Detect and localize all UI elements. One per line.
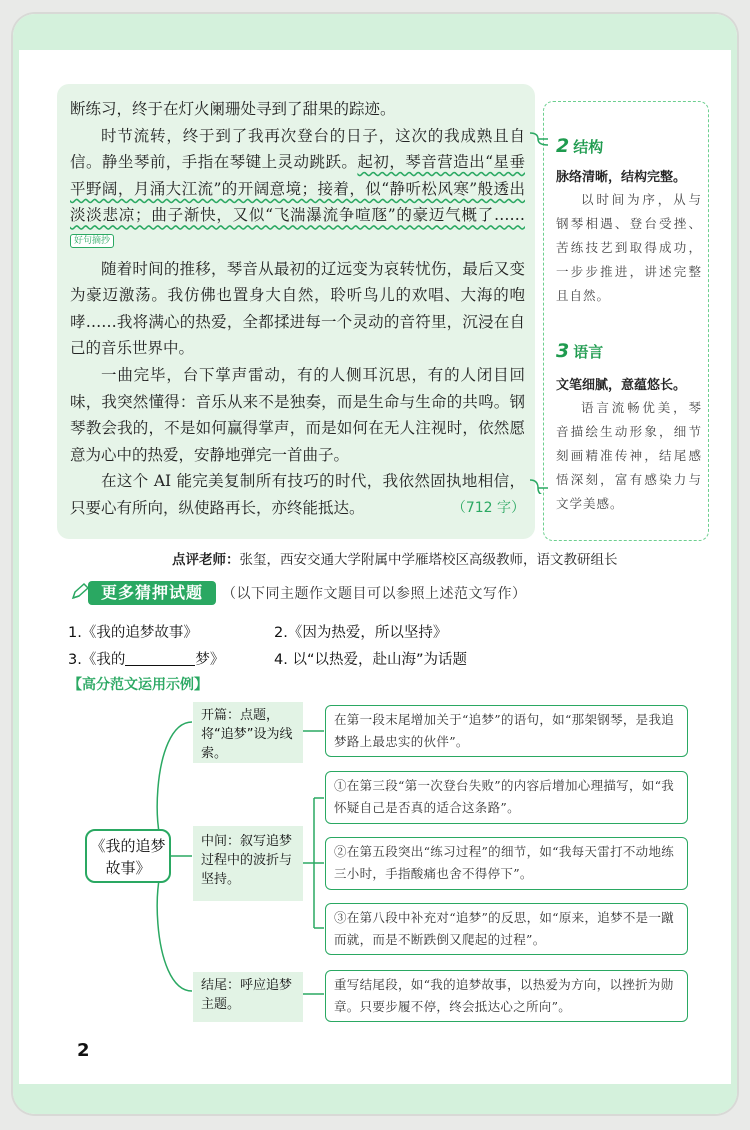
- mindmap-leaf: ③在第八段中补充对“追梦”的反思，如“原来，追梦不是一蹴而就，而是不断跌倒又爬起的过程”。: [325, 903, 688, 955]
- mindmap-leaf: ①在第三段“第一次登台失败”的内容后增加心理描写，如“我怀疑自己是否真的适合这条路”。: [325, 771, 688, 824]
- reviewer-label: 点评老师：: [172, 552, 240, 568]
- essay-paragraph: 断练习，终于在灯火阑珊处寻到了甜果的踪迹。: [70, 100, 396, 118]
- topic-text: 3.《我的: [68, 652, 126, 668]
- good-sentence-tag: 好句摘抄: [70, 234, 114, 248]
- mindmap-leaf: 重写结尾段，如“我的追梦故事，以热爱为方向，以挫折为勋章。只要步履不停，终会抵达心之所向”。: [325, 970, 688, 1022]
- mindmap-leaf: 在第一段末尾增加关于“追梦”的语句，如“那架钢琴，是我追梦路上最忠实的伙伴”。: [325, 705, 688, 757]
- more-questions-note: （以下同主题作文题目可以参照上述范文写作）: [222, 586, 527, 602]
- word-count: （712 字）: [451, 499, 525, 516]
- mindmap-branch-middle: 中间：叙写追梦过程中的波折与坚持。: [193, 826, 303, 901]
- note-subtitle: 文笔细腻，意蕴悠长。: [556, 378, 687, 393]
- note-body: 语言流畅优美，琴音描绘生动形象，细节刻画精准传神，结尾感悟深刻，富有感染力与文学美感。: [556, 400, 702, 511]
- page-number: 2: [77, 1040, 90, 1061]
- mindmap-branch-ending: 结尾：呼应追梦主题。: [193, 972, 303, 1022]
- more-questions-title: 更多猜押试题: [88, 581, 216, 605]
- note-number: 2: [556, 135, 570, 157]
- note-title: 结构: [573, 138, 604, 156]
- mindmap-center: 《我的追梦故事》: [85, 829, 171, 883]
- essay-sentence: 时节流转，终于到了我再次登台的日子，这次的我成熟且自信。静坐琴前，手指在琴键上灵动跳跃。: [70, 126, 525, 172]
- example-heading: 【高分范文运用示例】: [68, 677, 208, 693]
- highlighted-sentence: 起初，琴音营造出“星垂平野阔，月涌大江流”的开阔意境；接着，似“静听松风寒”般透出淡淡悲凉；曲子渐快，又似“飞湍瀑流争喧豗”的豪迈气概了……: [70, 153, 525, 225]
- essay-paragraph: 一曲完毕，台下掌声雷动，有的人侧耳沉思，有的人闭目回味，我突然懂得：音乐从来不是独奏，而是生命与生命的共鸣。钢琴教会我的，不是如何赢得掌声，而是如何在无人注视时，依然愿意为心中的热爱，安静地弹完一首曲子。: [70, 365, 525, 464]
- topic-item: 1.《我的追梦故事》: [68, 625, 198, 641]
- mindmap-leaf: ②在第五段突出“练习过程”的细节，如“我每天雷打不动地练三小时，手指酸痛也舍不得停下”。: [325, 837, 688, 890]
- topic-text: 梦》: [195, 652, 225, 668]
- topic-item: 2.《因为热爱，所以坚持》: [274, 625, 448, 641]
- note-number: 3: [556, 340, 570, 362]
- essay-paragraph: 随着时间的推移，琴音从最初的辽远变为哀转忧伤，最后又变为豪迈激荡。我仿佛也置身大自然，聆听鸟儿的欢唱、大海的咆哮……我将满心的热爱，全都揉进每一个灵动的音符里，沉浸在自己的音乐世界中。: [70, 259, 525, 358]
- topic-item: 4. 以“以热爱，赴山海”为话题: [274, 652, 467, 668]
- note-body: 以时间为序，从与钢琴相遇、登台受挫、苦练技艺到取得成功，一步步推进，讲述完整且自然。: [556, 192, 702, 303]
- note-subtitle: 脉络清晰，结构完整。: [556, 170, 687, 185]
- reviewer-text: 张玺，西安交通大学附属中学雁塔校区高级教师，语文教研组长: [239, 552, 618, 568]
- note-title: 语言: [573, 343, 604, 361]
- essay-sentence: 在这个 AI 能完美复制所有技巧的时代，我依然固执地相信，只要心有所向，纵使路再长，亦终能抵达。: [70, 472, 525, 517]
- mindmap-branch-opening: 开篇：点题，将“追梦”设为线索。: [193, 702, 303, 763]
